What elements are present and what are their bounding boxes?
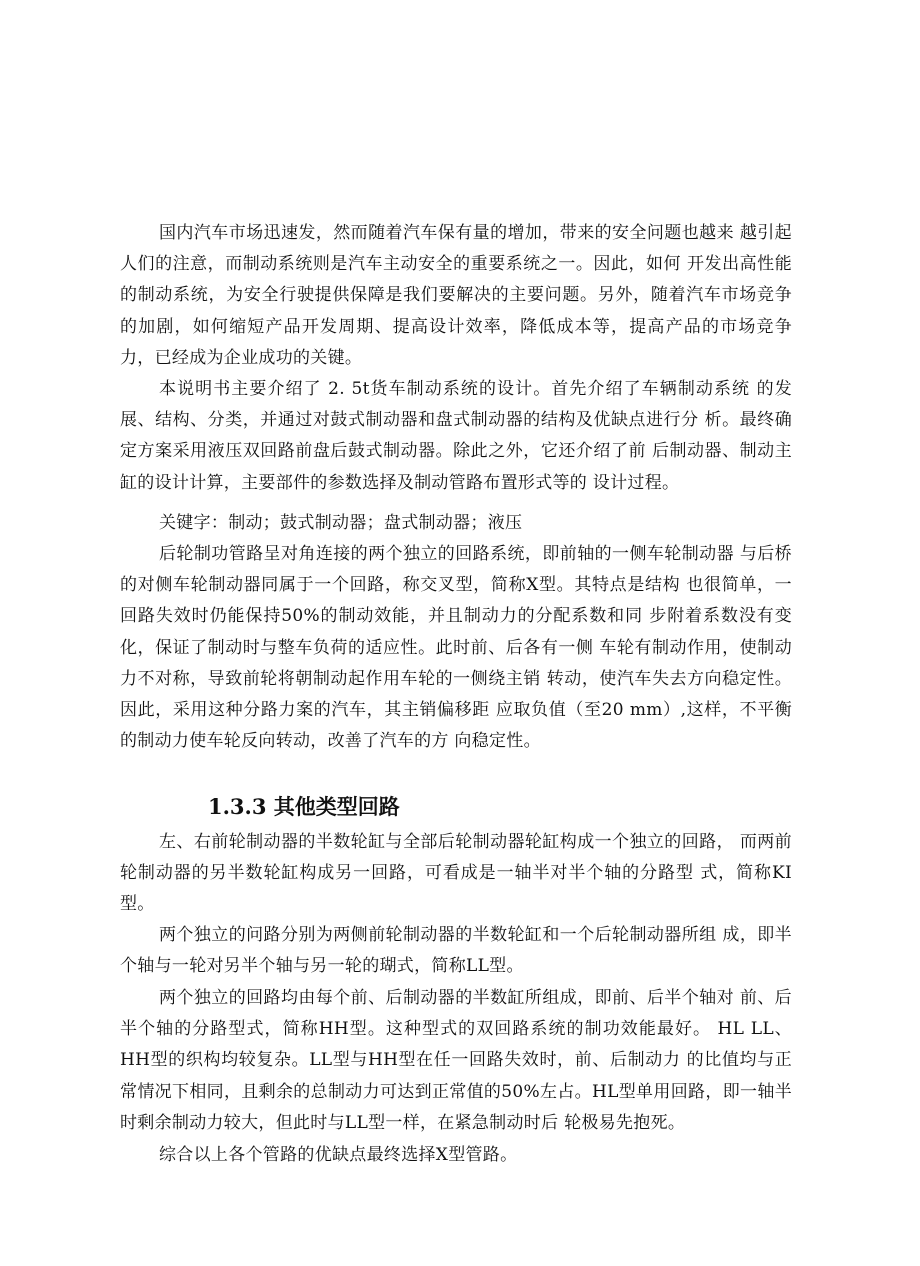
section-heading: 1.3.3 其他类型回路 <box>208 794 400 819</box>
ll-type-paragraph: 两个独立的问路分别为两侧前轮制动器的半数轮缸和一个后轮制动器所组 成，即半个轴与一轮对另半个轴与另一轮的瑚式，简称LL型。 <box>120 925 792 977</box>
manual-summary-paragraph: 本说明书主要介绍了 2. 5t货车制动系统的设计。首先介绍了车辆制动系统 的发展、结构、分类，并通过对鼓式制动器和盘式制动器的结构及优缺点进行分 析。最终确定方案采用液压双回路前盘后鼓式制动器。除此之外，它还介绍了前 后制动器、制动主缸的设计计算，主要部件的参数选择及制动管路布置形式等的 设计过程。 <box>120 379 792 493</box>
ki-type-paragraph: 左、右前轮制动器的半数轮缸与全部后轮制动器轮缸构成一个独立的回路， 而两前轮制动器的另半数轮缸构成另一回路，可看成是一轴半对半个轴的分路型 式，简称KI型。 <box>120 832 792 915</box>
conclusion-paragraph: 综合以上各个管路的优缺点最终选择X型管路。 <box>159 1145 518 1165</box>
x-type-paragraph: 后轮制功管路呈对角连接的两个独立的回路系统，即前轴的一侧车轮制动器 与后桥的对侧车轮制动器同属于一个回路，称交叉型，简称X型。其特点是结构 也很简单，一回路失效时仍能保持50%的制动效能，并且制动力的分配系数和同 步附着系数没有变化，保证了制动时与整车负荷的适应性。此时前、后各有一侧 车轮有制动作用，使制动力不对称，导致前轮将朝制动起作用车轮的一侧绕主销 转动，使汽车失去方向稳定性。因此，采用这种分路力案的汽车，其主销偏移距 应取负值（至20 mm）,这样，不平衡的制动力使车轮反向转动，改善了汽车的方 向稳定性。 <box>120 544 792 752</box>
keywords-line: 关键字：制动；鼓式制动器；盘式制动器；液压 <box>159 513 523 533</box>
hh-type-paragraph: 两个独立的回路均由每个前、后制动器的半数缸所组成，即前、后半个轴对 前、后半个轴的分路型式，简称HH型。这种型式的双回路系统的制功效能最好。 HL LL、HH型的织构均较复杂。LL型与HH型在任一回路失效时，前、后制动力 的比值均与正常情况下相同，且剩余的总制动力可达到正常值的50%左占。HL型单用回路，即一轴半时剩余制动力较大，但此时与LL型一样，在紧急制动时后 轮极易先抱死。 <box>120 988 792 1133</box>
intro-paragraph: 国内汽车市场迅速发，然而随着汽车保有量的增加，带来的安全问题也越来 越引起人们的注意，而制动系统则是汽车主动安全的重要系统之一。因此，如何 开发出高性能的制动系统，为安全行驶提供保障是我们要解决的主要问题。另外，随着汽车市场竞争的加剧，如何缩短产品开发周期、提高设计效率，降低成本等，提高产品的市场竞争力，已经成为企业成功的关键。 <box>120 223 792 368</box>
